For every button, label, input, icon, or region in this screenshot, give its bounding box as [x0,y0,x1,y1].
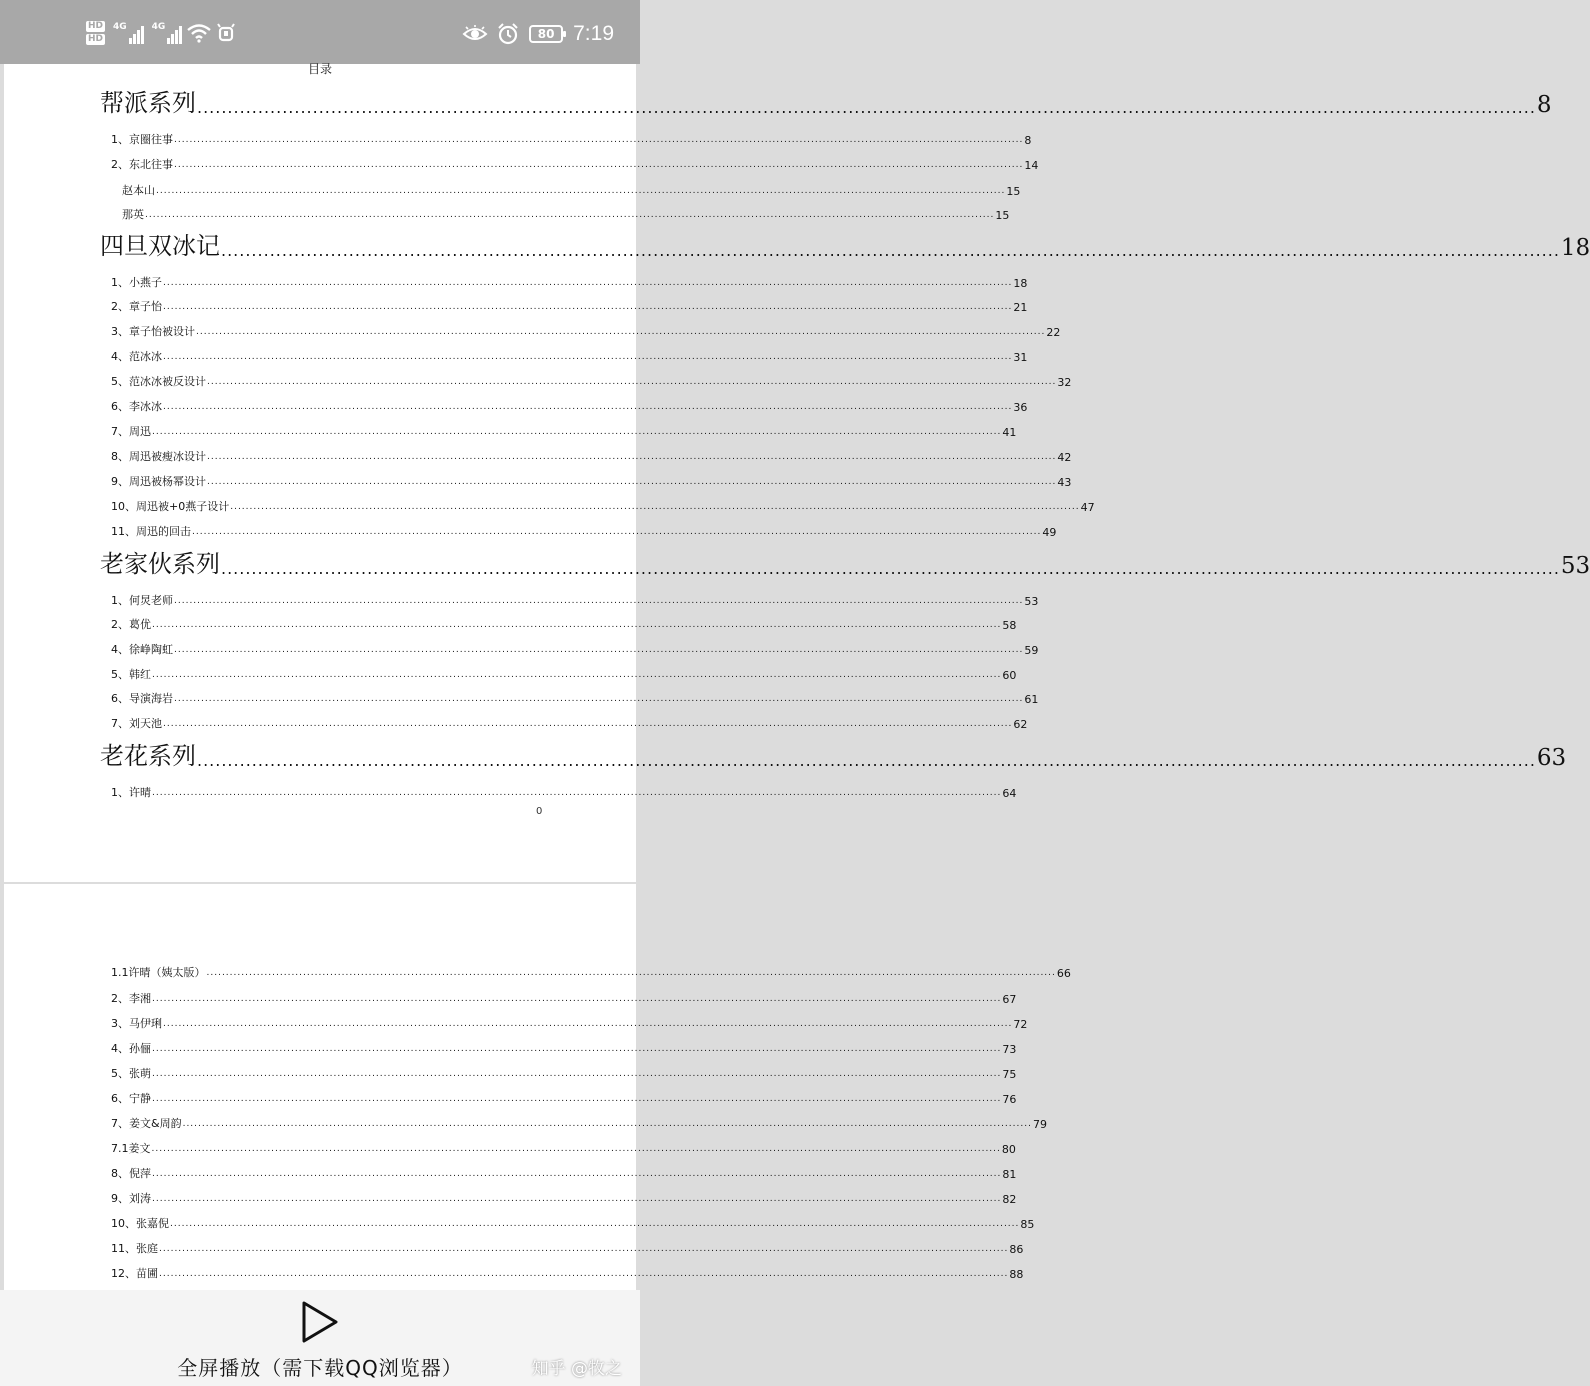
leader-dots: ............................................................................................................................................................................................................................ [152,1169,1002,1179]
leader-dots: ............................................................................................................................................................................................................................ [163,278,1013,288]
toc-entry[interactable] [111,272,1028,290]
toc-entry[interactable] [122,204,1010,222]
alarm-icon [497,23,519,45]
toc-entry-title: 6、宁静 [111,1092,151,1105]
toc-entry[interactable] [111,1213,1035,1231]
toc-entry-page: 86 [1009,1243,1024,1256]
leader-dots: ............................................................................................................................................................................................................................ [163,402,1013,412]
leader-dots: ............................................................................................................................................................................................................................ [174,694,1024,704]
leader-dots: ............................................................................................................................................................................................................................ [163,1019,1013,1029]
leader-dots: ............................................................................................................................................................................................................................ [159,1244,1009,1254]
toc-entry[interactable] [111,1263,1024,1281]
toc-entry-page: 18 [1560,235,1590,261]
toc-entry-title: 6、导演海岩 [111,692,173,705]
leader-dots: ............................................................................................................................................................................................................................ [152,427,1002,437]
toc-entry[interactable] [111,496,1095,514]
toc-entry-title: 6、李冰冰 [111,400,162,413]
toc-entry[interactable] [111,421,1017,439]
toc-entry-page: 32 [1057,376,1072,389]
leader-dots: ............................................................................................................................................................................................................................ [163,719,1013,729]
toc-entry-page: 43 [1057,476,1072,489]
leader-dots: ............................................................................................................................................................................................................................ [174,596,1024,606]
toc-entry-page: 47 [1080,501,1095,514]
toc-entry[interactable] [111,321,1061,339]
leader-dots: ............................................................................................................................................................................................................................ [192,527,1042,537]
toc-entry-title: 赵本山 [122,184,155,197]
toc-entry-title: 7.1姜文 [111,1142,151,1155]
leader-dots: ............................................................................................................................................................................................................................ [152,1094,1002,1104]
toc-entry-page: 8 [1024,134,1032,147]
page-number: 0 [536,806,543,817]
toc-entry[interactable] [111,713,1028,731]
leader-dots: ............................................................................................................................................................................................................................ [170,1219,1020,1229]
leader-dots: ............................................................................................................................................................................................................................ [152,670,1002,680]
toc-entry-page: 49 [1042,526,1057,539]
toc-entry[interactable] [111,1063,1017,1081]
toc-entry-title: 7、姜文&周韵 [111,1117,182,1130]
toc-entry-title: 12、苗圃 [111,1267,158,1280]
leader-dots: ............................................................................................................................................................................................................................ [197,98,1536,117]
toc-entry-title: 5、张萌 [111,1067,151,1080]
toc-entry-page: 42 [1057,451,1072,464]
toc-entry-title: 8、倪萍 [111,1167,151,1180]
toc-entry-title: 8、周迅被瘦冰设计 [111,450,206,463]
play-icon[interactable] [300,1300,340,1344]
hd-indicator: HD HD [88,21,104,44]
toc-entry-page: 64 [1002,787,1017,800]
toc-entry-title: 5、范冰冰被反设计 [111,375,206,388]
toc-entry-page: 80 [1001,1143,1016,1156]
fullscreen-play-button[interactable]: 全屏播放（需下载QQ浏览器） [177,1356,463,1380]
signal-icon-2: 4G [152,22,183,44]
leader-dots: ............................................................................................................................................................................................................................ [163,352,1013,362]
toc-entry[interactable] [111,1138,1016,1156]
toc-entry-page: 31 [1013,351,1028,364]
toc-entry-page: 73 [1002,1043,1017,1056]
toc-entry-page: 14 [1024,159,1039,172]
toc-entry-title: 9、刘涛 [111,1192,151,1205]
toc-entry-title: 11、周迅的回击 [111,525,191,538]
toc-entry-page: 58 [1002,619,1017,632]
toc-entry-title: 7、周迅 [111,425,151,438]
toc-entry-page: 15 [995,209,1010,222]
toc-entry-page: 81 [1002,1168,1017,1181]
leader-dots: ............................................................................................................................................................................................................................ [152,1194,1002,1204]
leader-dots: ............................................................................................................................................................................................................................ [151,1144,1001,1154]
eye-icon [463,25,487,43]
toc-entry[interactable] [111,639,1039,657]
toc-heading[interactable] [100,545,1590,579]
toc-entry-title: 四旦双冰记 [100,232,220,260]
toc-entry-title: 2、李湘 [111,992,151,1005]
toc-entry-page: 53 [1560,553,1590,579]
toc-entry-title: 老家伙系列 [100,550,220,578]
toc-entry[interactable] [111,1113,1047,1131]
toc-entry-title: 9、周迅被杨幂设计 [111,475,206,488]
toc-entry[interactable] [111,471,1072,489]
leader-dots: ............................................................................................................................................................................................................................ [206,968,1056,978]
toc-entry[interactable] [111,521,1057,539]
toc-entry-page: 72 [1013,1018,1028,1031]
toc-entry[interactable] [111,396,1028,414]
toc-heading[interactable] [100,84,1552,118]
toc-entry-page: 67 [1002,993,1017,1006]
toc-entry-title: 帮派系列 [100,89,196,117]
leader-dots: ............................................................................................................................................................................................................................ [196,327,1046,337]
toc-entry-page: 21 [1013,301,1028,314]
toc-entry-page: 62 [1013,718,1028,731]
toc-entry-title: 3、马伊琍 [111,1017,162,1030]
toc-entry-title: 4、孙俪 [111,1042,151,1055]
toc-entry-page: 75 [1002,1068,1017,1081]
toc-entry-title: 2、葛优 [111,618,151,631]
leader-dots: ............................................................................................................................................................................................................................ [145,210,995,220]
toc-entry-page: 76 [1002,1093,1017,1106]
leader-dots: ............................................................................................................................................................................................................................ [174,160,1024,170]
toc-entry[interactable] [122,180,1021,198]
leader-dots: ............................................................................................................................................................................................................................ [207,477,1057,487]
leader-dots: ............................................................................................................................................................................................................................ [152,1044,1002,1054]
toc-entry-page: 53 [1024,595,1039,608]
toc-entry[interactable] [111,296,1028,314]
leader-dots: ............................................................................................................................................................................................................................ [156,186,1006,196]
toc-entry-page: 63 [1536,745,1567,771]
toc-entry[interactable] [111,614,1017,632]
toc-entry[interactable] [111,1013,1028,1031]
toc-entry-page: 41 [1002,426,1017,439]
toc-entry-title: 老花系列 [100,742,196,770]
leader-dots: ............................................................................................................................................................................................................................ [197,751,1536,770]
toc-entry[interactable] [111,664,1017,682]
toc-entry[interactable] [111,371,1072,389]
toc-entry-title: 4、范冰冰 [111,350,162,363]
leader-dots: ............................................................................................................................................................................................................................ [152,620,1002,630]
toc-entry-page: 59 [1024,644,1039,657]
toc-entry[interactable] [111,346,1028,364]
toc-entry[interactable] [111,1238,1024,1256]
notification-icon [216,23,236,43]
toc-heading[interactable] [100,737,1567,771]
leader-dots: ............................................................................................................................................................................................................................ [207,377,1057,387]
leader-dots: ............................................................................................................................................................................................................................ [221,559,1560,578]
toc-heading[interactable] [100,227,1590,261]
toc-entry-page: 18 [1013,277,1028,290]
toc-entry-title: 11、张庭 [111,1242,158,1255]
toc-entry-title: 1、京圈往事 [111,133,173,146]
leader-dots: ............................................................................................................................................................................................................................ [152,788,1002,798]
toc-entry[interactable] [111,962,1071,980]
fullscreen-play-bar[interactable] [0,1290,640,1386]
toc-entry-title: 5、韩红 [111,668,151,681]
toc-entry-title: 4、徐峥陶虹 [111,643,173,656]
leader-dots: ............................................................................................................................................................................................................................ [152,1069,1002,1079]
leader-dots: ............................................................................................................................................................................................................................ [174,645,1024,655]
leader-dots: ............................................................................................................................................................................................................................ [182,1119,1032,1129]
toc-entry[interactable] [111,988,1017,1006]
watermark: 知乎 @牧之 [531,1359,622,1379]
toc-entry-page: 15 [1006,185,1021,198]
toc-entry-page: 79 [1032,1118,1047,1131]
leader-dots: ............................................................................................................................................................................................................................ [163,302,1013,312]
toc-entry-page: 85 [1020,1218,1035,1231]
toc-entry[interactable] [111,590,1039,608]
leader-dots: ............................................................................................................................................................................................................................ [152,994,1002,1004]
toc-entry[interactable] [111,1188,1017,1206]
leader-dots: ............................................................................................................................................................................................................................ [159,1269,1009,1279]
toc-entry[interactable] [111,1088,1017,1106]
signal-icon: 4G [113,22,144,44]
toc-title: 目录 [307,62,332,76]
toc-entry-title: 1、许晴 [111,786,151,799]
leader-dots: ............................................................................................................................................................................................................................ [207,452,1057,462]
toc-entry[interactable] [111,446,1072,464]
toc-entry-title: 3、章子怡被设计 [111,325,195,338]
battery-icon: 80 [529,25,563,43]
toc-entry[interactable] [111,688,1039,706]
toc-entry[interactable] [111,1163,1017,1181]
toc-entry[interactable] [111,1038,1017,1056]
toc-entry-title: 10、张嘉倪 [111,1217,169,1230]
toc-entry-page: 60 [1002,669,1017,682]
toc-entry-title: 1、小燕子 [111,276,162,289]
toc-entry[interactable] [111,154,1039,172]
toc-entry-page: 22 [1046,326,1061,339]
clock: 7:19 [573,22,614,45]
leader-dots: ............................................................................................................................................................................................................................ [230,502,1080,512]
toc-entry-page: 61 [1024,693,1039,706]
toc-entry-title: 2、东北往事 [111,158,173,171]
leader-dots: ............................................................................................................................................................................................................................ [221,241,1560,260]
toc-entry-title: 那英 [122,208,144,221]
toc-entry[interactable] [111,129,1032,147]
status-bar [0,0,640,64]
leader-dots: ............................................................................................................................................................................................................................ [174,135,1024,145]
toc-entry-page: 36 [1013,401,1028,414]
toc-entry-title: 1、何炅老师 [111,594,173,607]
toc-entry-title: 2、章子怡 [111,300,162,313]
toc-entry-page: 88 [1009,1268,1024,1281]
wifi-icon [186,23,212,43]
toc-entry[interactable] [111,782,1017,800]
toc-entry-title: 1.1许晴（姨太版） [111,966,206,979]
toc-entry-title: 10、周迅被+0燕子设计 [111,500,230,513]
toc-entry-title: 7、刘天池 [111,717,162,730]
toc-entry-page: 66 [1056,967,1071,980]
toc-entry-page: 82 [1002,1193,1017,1206]
toc-entry-page: 8 [1536,92,1552,118]
